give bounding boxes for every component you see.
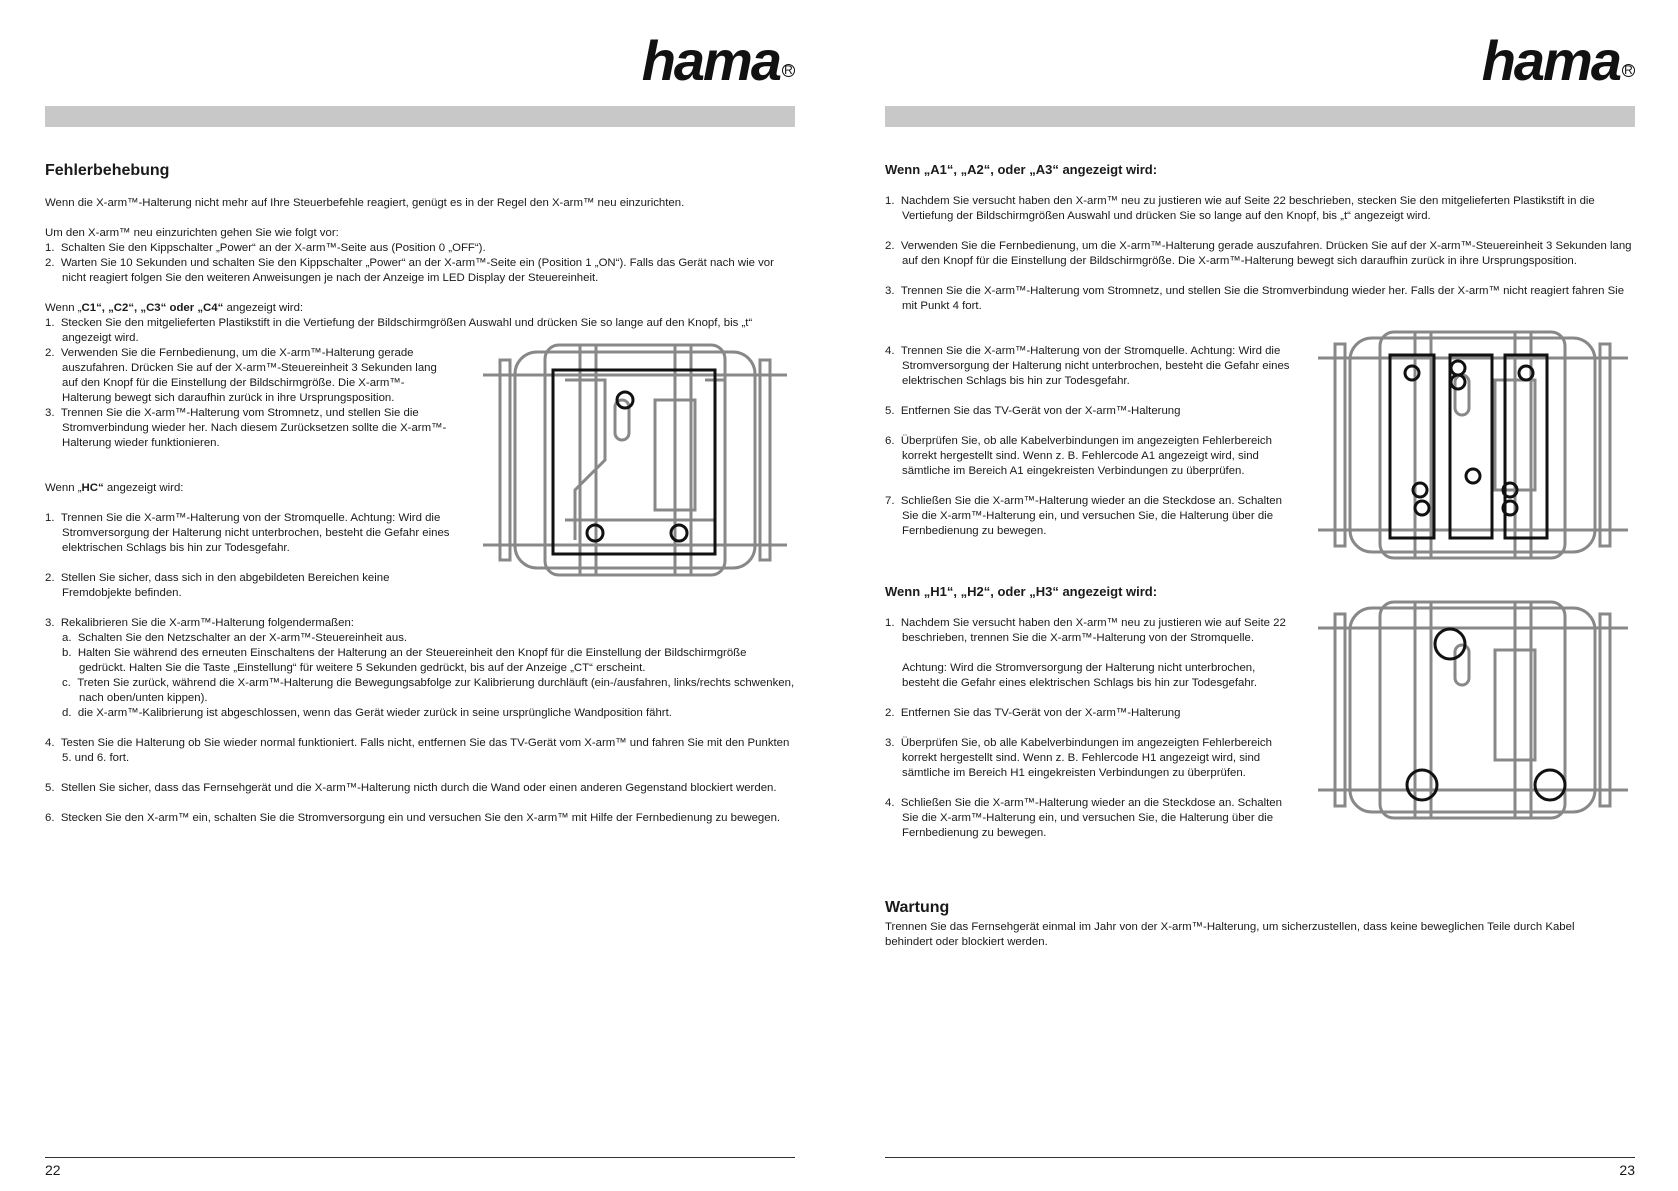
setup-section [45,226,795,286]
hc-step: 1. Trennen Sie die X-arm™-Halterung von der Stromquelle. Achtung: Wird die Stromversorgung der Halterung nicht unterbrochen, besteht die Gefahr eines elektrischen Schlags bis hin zur Todesgefahr. [45,512,450,554]
hc-substep: c. Treten Sie zurück, während die X-arm™-Halterung die Bewegungsabfolge zur Kalibrierung durchläuft (ein-/ausfahren, links/rechts schwenken, nach oben/unten kippen). [62,677,795,704]
a-step: 3. Trennen Sie die X-arm™-Halterung vom Stromnetz, und stellen Sie die Stromverbindung wieder her. Falls der X-arm™ nicht reagiert fahren Sie mit Punkt 4 fort. [885,285,1625,312]
setup-step: 1. Schalten Sie den Kippschalter „Power“ an der X-arm™-Seite aus (Position 0 „OFF“). [45,242,486,254]
maintenance-title: Wartung [885,899,950,916]
footer-line [885,1157,1635,1158]
hc-step: 4. Testen Sie die Halterung ob Sie wieder normal funktioniert. Falls nicht, entfernen Sie das TV-Gerät vom X-arm™ und fahren Sie mit den Punkten 5. und 6. fort. [45,737,790,764]
page-title: Fehlerbehebung [45,162,170,179]
hc-substep: d. die X-arm™-Kalibrierung ist abgeschlossen, wenn das Gerät wieder zurück in seine ursprüngliche Wandposition fährt. [62,707,672,719]
a-step: 1. Nachdem Sie versucht haben den X-arm™ neu zu justieren wie auf Seite 22 beschrieben, stecken Sie den mitgelieferten Plastikstift in die Vertiefung der Bildschirmgrößen Auswahl und drücken Sie so lange auf den Knopf, bis „t“ angezeigt wird. [885,195,1595,222]
h-step: 2. Entfernen Sie das TV-Gerät von der X-arm™-Halterung [885,707,1181,719]
hc-substep: b. Halten Sie während des erneuten Einschaltens der Halterung an der Steuereinheit den Knopf für die Einstellung der Bildschirmgröße gedrückt. Halten Sie die Taste „Einstellung“ für weitere 5 Sekunden gedrückt, bis auf der Anzeige „CT“ erscheint. [62,647,747,674]
hc-connection-circle [671,525,687,541]
footer-line [45,1157,795,1158]
intro-text: Wenn die X-arm™-Halterung nicht mehr auf Ihre Steuerbefehle reagiert, genügt es in der Regel den X-arm™ neu einzurichten. [45,197,685,209]
a3-area-box [1505,355,1547,538]
mount-diagram-hc [475,340,795,580]
c-heading: Wenn „C1“, „C2“, „C3“ oder „C4“ angezeigt wird: [45,302,304,314]
hc-steps-wide [45,616,795,826]
a-steps-narrow [885,344,1290,539]
h-step: 4. Schließen Sie die X-arm™-Halterung wieder an die Steckdose an. Schalten Sie die X-arm™-Halterung ein, und versuchen Sie, die Halterung über die Fernbedienung zu bewegen. [885,797,1282,839]
hc-step: 3. Rekalibrieren Sie die X-arm™-Halterung folgendermaßen: [45,617,354,629]
c-step: 2. Verwenden Sie die Fernbedienung, um die X-arm™-Halterung gerade auszufahren. Drücken Sie auf der X-arm™-Steuereinheit 3 Sekunden lang auf den Knopf für die Einstellung der Bildschirmgröße. Die X-arm™-Halterung bewegt sich daraufhin zurück in ihre Ursprungsposition. [45,347,437,404]
c-steps-narrow [45,346,450,451]
a-step: 5. Entfernen Sie das TV-Gerät von der X-arm™-Halterung [885,405,1181,417]
mount-diagram-a [1310,330,1635,560]
h-step-note: Achtung: Wird die Stromversorgung der Halterung nicht unterbrochen, besteht die Gefahr eines elektrischen Schlags bis hin zur Todesgefahr. [902,662,1258,689]
page-right [885,0,1635,1191]
a-steps-wide [885,194,1635,314]
a-step: 7. Schließen Sie die X-arm™-Halterung wieder an die Steckdose an. Schalten Sie die X-arm™-Halterung ein, und versuchen Sie, die Halterung über die Fernbedienung zu bewegen. [885,495,1282,537]
page-number: 23 [1619,1162,1635,1178]
h-steps [885,616,1290,841]
hc-steps-narrow [45,511,450,601]
a-connection-circle [1451,361,1465,375]
h-connection-circle [1535,770,1565,800]
c-step: 3. Trennen Sie die X-arm™-Halterung vom Stromnetz, und stellen Sie die Stromverbindung wieder her. Nach diesem Zurücksetzen sollte die X-arm™-Halterung wieder funktionieren. [45,407,447,449]
hc-substep: a. Schalten Sie den Netzschalter an der X-arm™-Steuereinheit aus. [62,632,408,644]
setup-heading: Um den X-arm™ neu einzurichten gehen Sie wie folgt vor: [45,227,339,239]
a-heading: Wenn „A1“, „A2“, oder „A3“ angezeigt wird: [885,162,1158,177]
header-bar [45,106,795,127]
hc-heading: Wenn „HC“ angezeigt wird: [45,482,184,494]
mount-diagram-h [1310,600,1635,820]
h-step: 1. Nachdem Sie versucht haben den X-arm™ neu zu justieren wie auf Seite 22 beschrieben, trennen Sie die X-arm™-Halterung von der Stromquelle. [885,617,1286,644]
h-step: 3. Überprüfen Sie, ob alle Kabelverbindungen im angezeigten Fehlerbereich korrekt hergestellt sind. Wenn z. B. Fehlercode H1 angezeigt wird, sind sämtliche im Bereich H1 eingekreisten Verbindungen zu überprüfen. [885,737,1272,779]
hc-step: 6. Stecken Sie den X-arm™ ein, schalten Sie die Stromversorgung ein und versuchen Sie den X-arm™ mit Hilfe der Fernbedienung zu bewegen. [45,812,781,824]
hc-step: 5. Stellen Sie sicher, dass das Fernsehgerät und die X-arm™-Halterung nicth durch die Wand oder einen anderen Gegenstand blockiert werden. [45,782,777,794]
c-step: 1. Stecken Sie den mitgelieferten Plastikstift in die Vertiefung der Bildschirmgrößen Auswahl und drücken Sie so lange auf den Knopf, bis „t“ angezeigt wird. [45,317,753,344]
page-left [45,0,795,1191]
hama-logo: hama $^R$ [1482,28,1635,93]
hama-logo: hama $^R$ [642,28,795,93]
header-bar [885,106,1635,127]
setup-step: 2. Warten Sie 10 Sekunden und schalten Sie den Kippschalter „Power“ an der X-arm™-Seite ein (Position 1 „ON“). Falls das Gerät nach wie vor nicht reagiert folgen Sie den weiteren Anweisungen je nach der Anzeige im LED Display der Steuereinheit. [45,257,774,284]
h-heading: Wenn „H1“, „H2“, oder „H3“ angezeigt wird: [885,584,1158,599]
page-number: 22 [45,1162,61,1178]
a-step: 6. Überprüfen Sie, ob alle Kabelverbindungen im angezeigten Fehlerbereich korrekt hergestellt sind. Wenn z. B. Fehlercode A1 angezeigt wird, sind sämtliche im Bereich A1 eingekreisten Verbindungen zu überprüfen. [885,435,1272,477]
a-step: 4. Trennen Sie die X-arm™-Halterung von der Stromquelle. Achtung: Wird die Stromversorgung der Halterung nicht unterbrochen, besteht die Gefahr eines elektrischen Schlags bis hin zur Todesgefahr. [885,345,1290,387]
maintenance-text: Trennen Sie das Fernsehgerät einmal im Jahr von der X-arm™-Halterung, um sicherzustellen, dass keine beweglichen Teile durch Kabel behindert oder blockiert werden. [885,921,1575,948]
a-step: 2. Verwenden Sie die Fernbedienung, um die X-arm™-Halterung gerade auszufahren. Drücken Sie auf der X-arm™-Steuereinheit 3 Sekunden lang auf den Knopf für die Einstellung der Bildschirmgröße. Die X-arm™-Halterung bewegt sich daraufhin zurück in ihre Ursprungsposition. [885,240,1632,267]
hc-step: 2. Stellen Sie sicher, dass sich in den abgebildeten Bereichen keine Fremdobjekte befinden. [45,572,390,599]
a-connection-circle [1466,469,1480,483]
a-connection-circle [1415,501,1429,515]
a-connection-circle [1405,366,1419,380]
